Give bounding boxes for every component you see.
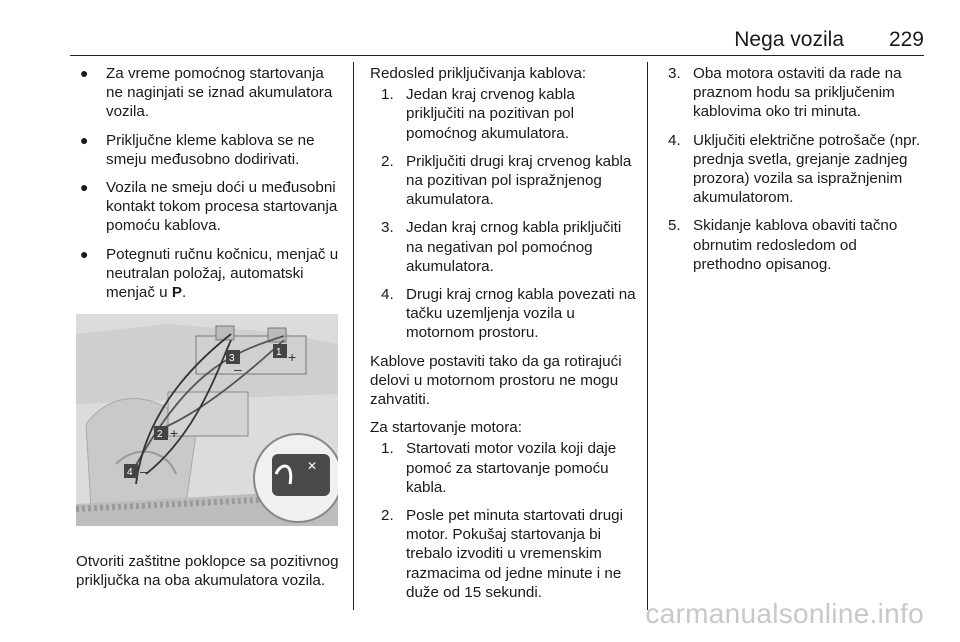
svg-text:+: +: [170, 425, 179, 442]
bullet-item: ● Priključne kleme kablova se ne smeju međusobno dodirivati.: [80, 131, 315, 168]
page-number: 229: [888, 28, 924, 51]
bullet-dot-icon: ●: [80, 179, 89, 196]
list-item: 3. Oba motora ostaviti da rade na praznom hodu sa priključenim kablovima oko tri minuta.: [668, 65, 902, 121]
connection-order-intro: Redosled priključivanja kablova:: [370, 65, 587, 82]
figure-label: 1: [276, 347, 282, 359]
header-title: Nega vozila: [734, 28, 844, 51]
list-item: 2. Priključiti drugi kraj crvenog kabla na pozitivan pol ispražnjenog akumulatora.: [381, 152, 632, 209]
gear-position: P: [171, 284, 182, 302]
bullet-dot-icon: ●: [80, 245, 89, 262]
column-divider-2: [647, 62, 648, 610]
continued-steps: [668, 64, 924, 274]
column-2: [370, 64, 636, 611]
list-item: 1. Startovati motor vozila koji daje pomoć za startovanje pomoću kabla.: [381, 440, 617, 496]
bullet-item: ● Za vreme pomoćnog startovanja ne naginjati se iznad akumulatora vozila.: [80, 65, 333, 121]
bullet-item: ● Vozila ne smeju doći u međusobni kontakt tokom procesa startovanja pomoću kablova.: [80, 179, 338, 235]
figure-caption: Otvoriti zaštitne poklopce sa pozitivnog priključka na oba akumulatora vozila.: [76, 553, 339, 590]
jump-start-illustration: [76, 314, 338, 526]
connection-steps: [381, 85, 636, 342]
list-item: 5. Skidanje kablova obaviti tačno obrnutim redosledom od prethodno opisanog.: [668, 217, 898, 273]
page-header: [70, 24, 924, 54]
figure-label: 2: [157, 429, 163, 441]
cable-placement-note: Kablove postaviti tako da ga rotirajući delovi u motornom prostoru ne mogu zahvatiti.: [370, 352, 622, 409]
list-item: 3. Jedan kraj crnog kabla priključiti na negativan pol pomoćnog akumulatora.: [381, 219, 622, 275]
engine-bay-drawing: [76, 314, 338, 526]
figure-label: 4: [127, 467, 133, 479]
start-steps: [381, 439, 636, 602]
column-divider-1: [353, 62, 354, 610]
svg-text:+: +: [288, 349, 297, 366]
column-1: [76, 64, 340, 600]
header-rule: [70, 55, 924, 56]
bullet-item: ● Potegnuti ručnu kočnicu, menjač u neutralan položaj, automatski menjač u P.: [80, 245, 339, 302]
column-3: [668, 64, 924, 283]
list-item: 4. Drugi kraj crnog kabla povezati na tačku uzemljenja vozila u motornom prostoru.: [381, 286, 636, 342]
start-engine-intro: Za startovanje motora:: [370, 419, 522, 437]
svg-text:–: –: [234, 361, 242, 378]
svg-text:–: –: [140, 463, 148, 480]
watermark: carmanualsonline.info: [645, 598, 924, 629]
figure-label: 3: [229, 353, 235, 365]
list-item: 2. Posle pet minuta startovati drugi motor. Pokušaj startovanja bi trebalo izvoditi u vremenskim razmacima od jedne minute i ne duže od 15 sekundi.: [381, 507, 623, 601]
list-item: 1. Jedan kraj crvenog kabla priključiti na pozitivan pol pomoćnog akumulatora.: [381, 86, 575, 142]
list-item: 4. Uključiti električne potrošače (npr. prednja svetla, grejanje zadnjeg prozora) vozila sa ispražnjenim akumulatorom.: [668, 131, 921, 207]
bullet-dot-icon: ●: [80, 131, 89, 148]
svg-text:✕: ✕: [307, 459, 318, 474]
bullet-dot-icon: ●: [80, 65, 89, 81]
